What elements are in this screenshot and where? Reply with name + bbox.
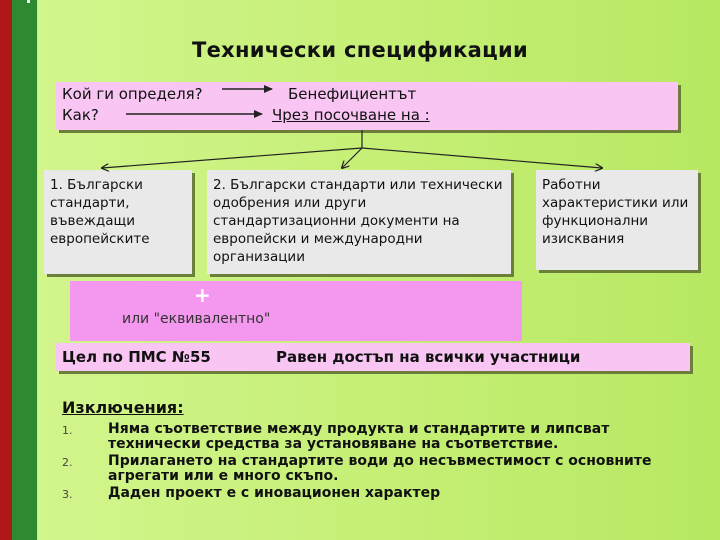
pms-goal-text: Равен достъп на всички участници [276, 348, 581, 366]
plus-sign: + [194, 283, 211, 307]
exception-number: 3. [62, 488, 73, 501]
pms-goal-label: Цел по ПМС №55 [62, 348, 211, 366]
exceptions-title: Изключения: [62, 398, 184, 417]
exception-text: Няма съответствие между продукта и стандартите и липсват технически средства за установяване на съответствие. [108, 421, 610, 452]
exception-text: Прилагането на стандартите води до несъвместимост с основните агрегати или е много скъпо. [108, 453, 652, 484]
exception-number: 2. [62, 456, 73, 469]
option-1-text: 1. Български стандарти, въвеждащи европейските [50, 177, 150, 247]
who-answer: Бенефициентът [288, 85, 417, 103]
option-3-text: Работни характеристики или функционални изисквания [542, 177, 689, 247]
arrow-to-option-2 [342, 148, 362, 168]
exception-text: Даден проект е с иновационен характер [108, 485, 441, 501]
how-label: Как? [62, 106, 99, 124]
arrow-to-option-3 [362, 148, 602, 168]
exception-number: 1. [62, 424, 73, 437]
arrow-to-option-1 [102, 148, 362, 168]
slide-title: Технически спецификации [191, 38, 529, 62]
how-answer: Чрез посочване на : [272, 106, 430, 124]
equivalent-text: или "еквивалентно" [122, 311, 271, 327]
option-2-text: 2. Български стандарти или технически одобрения или други стандартизационни документи на европейски и международни организации [213, 177, 503, 265]
who-label: Кой ги определя? [62, 85, 203, 103]
